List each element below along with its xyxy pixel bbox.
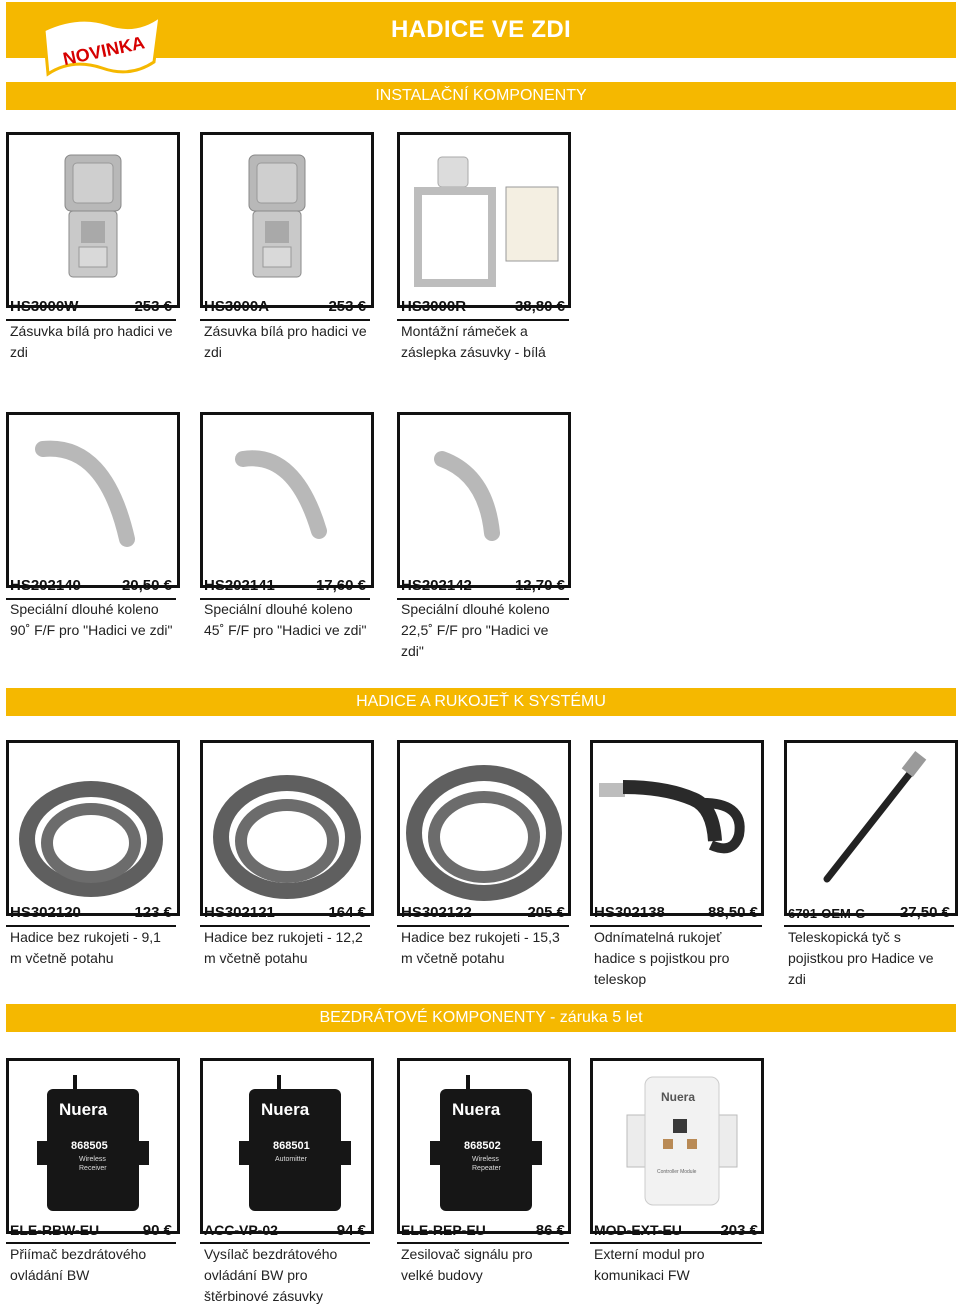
product-desc-hs302120 bbox=[10, 927, 184, 969]
desc-line: Speciální dlouhé koleno bbox=[10, 601, 159, 617]
product-price: 86 € bbox=[535, 1222, 565, 1239]
product-desc-ele-rep-eu bbox=[401, 1244, 573, 1286]
product-header-ele-rbw-eu bbox=[10, 1222, 172, 1242]
product-header-6791-oem-g bbox=[788, 904, 950, 924]
device-name-1a: Wireless bbox=[79, 1156, 106, 1163]
product-price: 253 € bbox=[328, 298, 366, 315]
desc-line: zdi bbox=[788, 971, 806, 987]
product-code: MOD-EXT-EU bbox=[594, 1222, 682, 1238]
desc-line: Vysílač bezdrátového bbox=[204, 1246, 338, 1262]
product-price: 253 € bbox=[134, 298, 172, 315]
desc-line: 45˚ F/F pro "Hadici ve zdi" bbox=[204, 622, 367, 638]
product-image-hs3000r bbox=[397, 132, 571, 308]
product-header-hs3000r bbox=[401, 298, 565, 318]
product-header-hs3000a bbox=[204, 298, 366, 318]
product-header-ele-rep-eu bbox=[401, 1222, 565, 1242]
desc-line: pojistkou pro Hadice ve bbox=[788, 950, 934, 966]
desc-line: Hadice bez rukojeti - 15,3 bbox=[401, 929, 560, 945]
device-code-1: 868505 bbox=[71, 1140, 108, 1152]
product-header-mod-ext-eu bbox=[594, 1222, 758, 1242]
desc-line: m včetně potahu bbox=[204, 950, 308, 966]
desc-line: m včetně potahu bbox=[10, 950, 114, 966]
product-desc-mod-ext-eu bbox=[594, 1244, 766, 1286]
product-image-hs202140 bbox=[6, 412, 180, 588]
brand-label-1: Nuera bbox=[59, 1100, 108, 1119]
product-code: HS202142 bbox=[401, 577, 472, 594]
section-wireless: BEZDRÁTOVÉ KOMPONENTY - záruka 5 let bbox=[6, 1004, 956, 1032]
product-desc-hs302138 bbox=[594, 927, 768, 990]
desc-line: Zásuvka bílá pro hadici ve bbox=[10, 323, 173, 339]
product-desc-hs202142 bbox=[401, 599, 573, 662]
product-price: 27,50 € bbox=[899, 904, 950, 921]
section-hose: HADICE A RUKOJEŤ K SYSTÉMU bbox=[6, 688, 956, 716]
product-code: HS302138 bbox=[594, 904, 665, 921]
desc-line: zdi bbox=[204, 344, 222, 360]
product-code: HS202141 bbox=[204, 577, 275, 594]
product-desc-hs202140 bbox=[10, 599, 190, 641]
product-code: HS3000R bbox=[401, 298, 467, 315]
desc-line: Zesilovač signálu pro bbox=[401, 1246, 533, 1262]
brand-label-3: Nuera bbox=[452, 1100, 501, 1119]
device-name-1b: Receiver bbox=[79, 1165, 107, 1172]
product-header-hs202141 bbox=[204, 577, 366, 597]
desc-line: komunikaci FW bbox=[594, 1267, 690, 1283]
product-desc-hs302122 bbox=[401, 927, 579, 969]
desc-line: Hadice bez rukojeti - 9,1 bbox=[10, 929, 161, 945]
desc-line: m včetně potahu bbox=[401, 950, 505, 966]
novinka-badge bbox=[38, 8, 166, 84]
product-code: ACC-VP-02 bbox=[204, 1222, 278, 1238]
desc-line: Externí modul pro bbox=[594, 1246, 705, 1262]
section-installation: INSTALAČNÍ KOMPONENTY bbox=[6, 82, 956, 110]
product-price: 164 € bbox=[328, 904, 366, 921]
product-price: 203 € bbox=[720, 1222, 758, 1239]
product-code: 6791-OEM-G bbox=[788, 906, 866, 921]
desc-line: Přiímač bezdrátového bbox=[10, 1246, 147, 1262]
product-header-hs302121 bbox=[204, 904, 366, 924]
product-code: HS202140 bbox=[10, 577, 81, 594]
desc-line: Speciální dlouhé koleno bbox=[401, 601, 550, 617]
product-image-mod-ext-eu bbox=[590, 1058, 764, 1234]
product-image-ele-rep-eu bbox=[397, 1058, 571, 1234]
product-code: HS302122 bbox=[401, 904, 472, 921]
product-image-hs302120 bbox=[6, 740, 180, 916]
brand-label-4: Nuera bbox=[661, 1090, 696, 1104]
product-image-hs3000a bbox=[200, 132, 374, 308]
device-code-2: 868501 bbox=[273, 1140, 310, 1152]
product-desc-acc-vp-02 bbox=[204, 1244, 374, 1307]
desc-line: zdi" bbox=[401, 643, 424, 659]
product-desc-ele-rbw-eu bbox=[10, 1244, 180, 1286]
product-code: ELE-REP-EU bbox=[401, 1222, 486, 1238]
product-price: 123 € bbox=[134, 904, 172, 921]
product-price: 20,50 € bbox=[121, 577, 172, 594]
desc-line: zdi bbox=[10, 344, 28, 360]
product-desc-hs3000r bbox=[401, 321, 573, 363]
desc-line: Speciální dlouhé koleno bbox=[204, 601, 353, 617]
product-header-acc-vp-02 bbox=[204, 1222, 366, 1242]
product-price: 12,70 € bbox=[514, 577, 565, 594]
module-label: Controller Module bbox=[657, 1169, 697, 1175]
desc-line: Hadice bez rukojeti - 12,2 bbox=[204, 929, 363, 945]
product-header-hs202142 bbox=[401, 577, 565, 597]
product-code: HS3000A bbox=[204, 298, 270, 315]
product-image-hs302121 bbox=[200, 740, 374, 916]
desc-line: Teleskopická tyč s bbox=[788, 929, 901, 945]
product-image-acc-vp-02 bbox=[200, 1058, 374, 1234]
product-image-hs202141 bbox=[200, 412, 374, 588]
product-price: 88,50 € bbox=[707, 904, 758, 921]
desc-line: záslepka zásuvky - bílá bbox=[401, 344, 546, 360]
product-header-hs3000w bbox=[10, 298, 172, 318]
product-header-hs302138 bbox=[594, 904, 758, 924]
product-price: 17,60 € bbox=[315, 577, 366, 594]
product-price: 205 € bbox=[527, 904, 565, 921]
product-price: 94 € bbox=[336, 1222, 366, 1239]
product-header-hs202140 bbox=[10, 577, 172, 597]
desc-line: Zásuvka bílá pro hadici ve bbox=[204, 323, 367, 339]
device-name-3b: Repeater bbox=[472, 1165, 501, 1172]
product-code: HS302120 bbox=[10, 904, 81, 921]
product-desc-hs302121 bbox=[204, 927, 382, 969]
product-price: 90 € bbox=[142, 1222, 172, 1239]
device-name-3a: Wireless bbox=[472, 1156, 499, 1163]
device-name-2: Automitter bbox=[275, 1156, 307, 1163]
product-price: 38,80 € bbox=[514, 298, 565, 315]
product-image-hs302138 bbox=[590, 740, 764, 916]
desc-line: 90˚ F/F pro "Hadici ve zdi" bbox=[10, 622, 173, 638]
product-code: HS3000W bbox=[10, 298, 79, 315]
desc-line: ovládání BW pro bbox=[204, 1267, 308, 1283]
page-title: HADICE VE ZDI bbox=[391, 16, 571, 43]
product-image-hs202142 bbox=[397, 412, 571, 588]
novinka-label: NOVINKA bbox=[61, 32, 147, 70]
product-header-hs302122 bbox=[401, 904, 565, 924]
device-code-3: 868502 bbox=[464, 1140, 501, 1152]
desc-line: teleskop bbox=[594, 971, 647, 987]
product-code: HS302121 bbox=[204, 904, 275, 921]
desc-line: velké budovy bbox=[401, 1267, 483, 1283]
brand-label-2: Nuera bbox=[261, 1100, 310, 1119]
desc-line: ovládání BW bbox=[10, 1267, 90, 1283]
product-desc-6791-oem-g bbox=[788, 927, 956, 990]
desc-line: Montážní rámeček a bbox=[401, 323, 528, 339]
product-image-ele-rbw-eu bbox=[6, 1058, 180, 1234]
desc-line: hadice s pojistkou pro bbox=[594, 950, 730, 966]
product-image-6791-oem-g bbox=[784, 740, 958, 916]
product-desc-hs3000a bbox=[204, 321, 374, 363]
desc-line: 22,5˚ F/F pro "Hadici ve bbox=[401, 622, 549, 638]
desc-line: štěrbinové zásuvky bbox=[204, 1288, 324, 1304]
product-image-hs302122 bbox=[397, 740, 571, 916]
product-header-hs302120 bbox=[10, 904, 172, 924]
product-code: ELE-RBW-EU bbox=[10, 1222, 100, 1238]
product-desc-hs3000w bbox=[10, 321, 180, 363]
product-image-hs3000w bbox=[6, 132, 180, 308]
product-desc-hs202141 bbox=[204, 599, 384, 641]
desc-line: Odnímatelná rukojeť bbox=[594, 929, 722, 945]
